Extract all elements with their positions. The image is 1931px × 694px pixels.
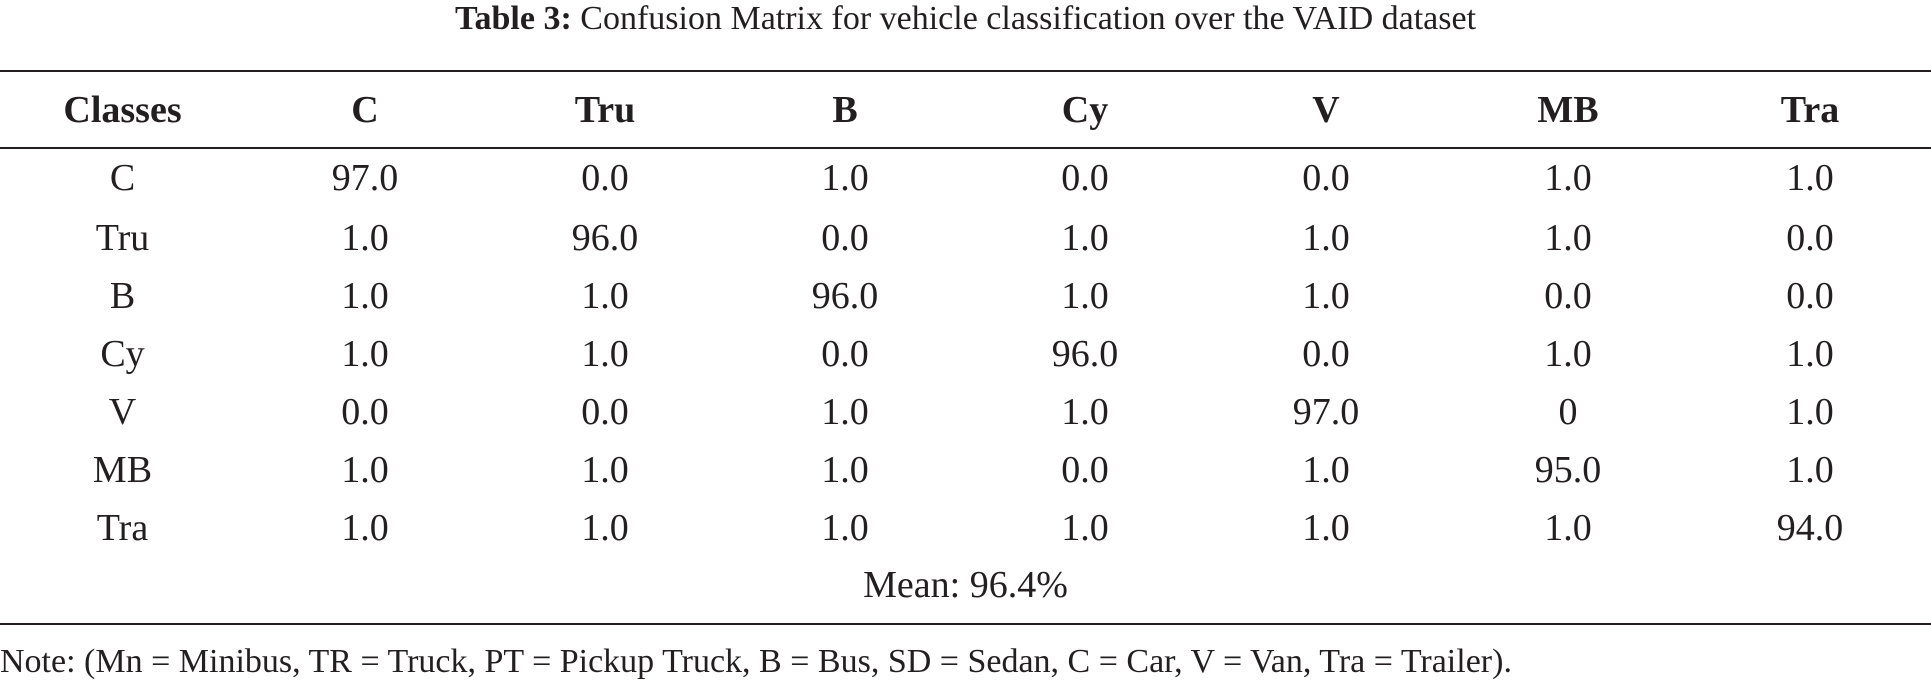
- table-cell: 1.0: [1786, 333, 1834, 375]
- row-label-cell: Tra: [96, 507, 149, 549]
- table-cell: 97.0: [331, 157, 399, 199]
- table-cell: 0.0: [1786, 275, 1834, 317]
- table-cell: 0.0: [581, 157, 629, 199]
- header-cell: MB: [1537, 88, 1599, 131]
- table-caption: [0, 0, 1931, 38]
- table-cell: 0.0: [581, 391, 629, 433]
- header-cell: C: [351, 88, 379, 131]
- header-cell: V: [1312, 88, 1340, 131]
- table-cell: 1.0: [1061, 217, 1109, 259]
- table-cell: 1.0: [341, 275, 389, 317]
- header-cell: Classes: [63, 88, 182, 131]
- mean-accuracy: Mean: 96.4%: [863, 564, 1068, 606]
- table-cell: 1.0: [821, 507, 869, 549]
- table-note: Note: (Mn = Minibus, TR = Truck, PT = Pickup Truck, B = Bus, SD = Sedan, C = Car, V = Van, Tra = Trailer).: [0, 643, 1512, 680]
- table-cell: 1.0: [1302, 217, 1350, 259]
- header-cell: Tru: [574, 88, 636, 131]
- table-cell: 1.0: [1302, 507, 1350, 549]
- header-cell: B: [832, 88, 858, 131]
- row-label-cell: C: [109, 157, 136, 199]
- table-cell: 0.0: [1786, 217, 1834, 259]
- table-row: [0, 147, 1931, 209]
- table-cell: 95.0: [1534, 449, 1602, 491]
- table-cell: 1.0: [1302, 275, 1350, 317]
- table-cell: 0: [1558, 391, 1578, 433]
- table-row: [0, 209, 1931, 267]
- table-cell: 96.0: [1051, 333, 1119, 375]
- header-cell: Cy: [1061, 88, 1109, 131]
- header-row: [0, 72, 1931, 147]
- table-cell: 1.0: [1061, 391, 1109, 433]
- table-cell: 1.0: [1544, 217, 1592, 259]
- table-cell: 0.0: [1061, 157, 1109, 199]
- table-cell: 1.0: [821, 391, 869, 433]
- table-cell: 1.0: [341, 449, 389, 491]
- table-cell: 94.0: [1776, 507, 1844, 549]
- table-cell: 1.0: [581, 507, 629, 549]
- row-label-cell: Cy: [100, 333, 145, 375]
- table-cell: 96.0: [571, 217, 639, 259]
- table-cell: 0.0: [341, 391, 389, 433]
- row-label-cell: B: [109, 275, 136, 317]
- table-cell: 96.0: [811, 275, 879, 317]
- table-cell: 1.0: [341, 507, 389, 549]
- table-cell: 1.0: [1061, 275, 1109, 317]
- caption-text: Confusion Matrix for vehicle classification over the VAID dataset: [580, 0, 1477, 37]
- bottom-rule: [0, 623, 1931, 625]
- table-row: [0, 441, 1931, 499]
- confusion-matrix-table: [0, 72, 1931, 613]
- table-cell: 1.0: [1544, 333, 1592, 375]
- row-label-cell: MB: [92, 449, 153, 491]
- table-row: [0, 325, 1931, 383]
- table-row: [0, 383, 1931, 441]
- table-cell: 1.0: [581, 449, 629, 491]
- mean-row: [0, 557, 1931, 613]
- table-cell: 1.0: [1061, 507, 1109, 549]
- caption-label: Table 3:: [454, 0, 572, 37]
- table-cell: 1.0: [341, 333, 389, 375]
- table-cell: 0.0: [1544, 275, 1592, 317]
- table-row: [0, 499, 1931, 557]
- table-cell: 0.0: [1302, 333, 1350, 375]
- table-row: [0, 267, 1931, 325]
- row-label-cell: Tru: [95, 217, 150, 259]
- table-cell: 1.0: [821, 157, 869, 199]
- table-cell: 1.0: [1786, 391, 1834, 433]
- table-cell: 1.0: [1544, 507, 1592, 549]
- table-cell: 97.0: [1292, 391, 1360, 433]
- table-cell: 1.0: [341, 217, 389, 259]
- table-cell: 1.0: [1786, 157, 1834, 199]
- table-cell: 1.0: [1786, 449, 1834, 491]
- table-cell: 1.0: [581, 333, 629, 375]
- table-cell: 0.0: [821, 217, 869, 259]
- row-label-cell: V: [108, 391, 137, 433]
- table-cell: 0.0: [1302, 157, 1350, 199]
- table-cell: 1.0: [581, 275, 629, 317]
- header-cell: Tra: [1780, 88, 1840, 131]
- table-cell: 0.0: [821, 333, 869, 375]
- table-cell: 0.0: [1061, 449, 1109, 491]
- table-cell: 1.0: [821, 449, 869, 491]
- table-cell: 1.0: [1302, 449, 1350, 491]
- table-cell: 1.0: [1544, 157, 1592, 199]
